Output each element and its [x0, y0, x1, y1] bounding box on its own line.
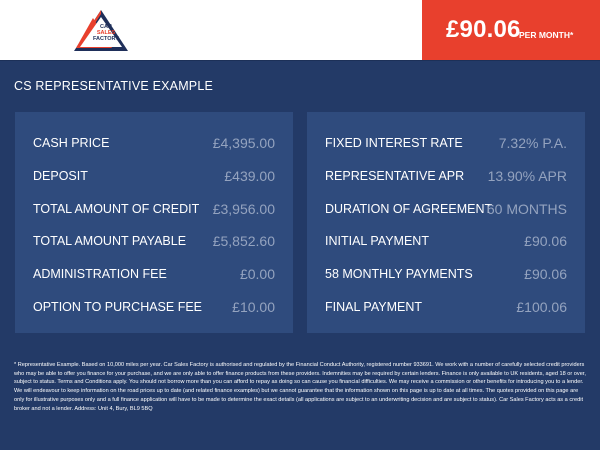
- row-total-amount-payable: [15, 232, 293, 252]
- finance-panel-left: [15, 112, 293, 333]
- logo-wordmark: [88, 24, 124, 42]
- row-value: £4,395.00: [212, 135, 275, 151]
- row-value: 60 MONTHS: [486, 201, 567, 217]
- row-label: REPRESENTATIVE APR: [325, 169, 465, 183]
- row-value: £90.06: [524, 266, 567, 282]
- row-value: £100.06: [516, 299, 567, 315]
- row-label: CASH PRICE: [33, 136, 110, 150]
- row-administration-fee: [15, 265, 293, 285]
- row-value: £3,956.00: [212, 201, 275, 217]
- row-value: £0.00: [239, 266, 275, 282]
- row-representative-apr: [307, 167, 585, 187]
- row-label: FINAL PAYMENT: [325, 300, 423, 314]
- logo-line-1: CAR: [100, 24, 112, 30]
- logo-line-3: FACTORY: [93, 36, 119, 42]
- row-label: OPTION TO PURCHASE FEE: [33, 300, 203, 314]
- row-label: DURATION OF AGREEMENT: [325, 202, 493, 216]
- top-header-bar: [0, 0, 600, 60]
- row-total-amount-of-credit: [15, 200, 293, 220]
- row-value: 13.90% APR: [487, 168, 567, 184]
- monthly-price-banner: [422, 0, 600, 60]
- row-option-to-purchase-fee: [15, 298, 293, 318]
- row-monthly-payments: [307, 265, 585, 285]
- row-final-payment: [307, 298, 585, 318]
- row-label: DEPOSIT: [33, 169, 88, 183]
- monthly-price-suffix: PER MONTH*: [519, 30, 574, 40]
- row-label: FIXED INTEREST RATE: [325, 136, 463, 150]
- logo-line-2: SALES: [96, 30, 116, 36]
- row-label: INITIAL PAYMENT: [325, 234, 429, 248]
- row-cash-price: [15, 134, 293, 154]
- section-title: CS REPRESENTATIVE EXAMPLE: [14, 79, 214, 93]
- row-label: ADMINISTRATION FEE: [33, 267, 167, 281]
- row-duration-of-agreement: [307, 200, 585, 220]
- row-value: 7.32% P.A.: [498, 135, 567, 151]
- row-deposit: [15, 167, 293, 187]
- header-divider: [0, 60, 600, 61]
- row-value: £5,852.60: [212, 233, 275, 249]
- finance-panel-right: [307, 112, 585, 333]
- monthly-price-amount: £90.06: [446, 16, 521, 43]
- row-fixed-interest-rate: [307, 134, 585, 154]
- row-value: £439.00: [224, 168, 275, 184]
- finance-disclaimer: * Representative Example. Based on 10,000 miles per year. Car Sales Factory is authorised and regulated by the Financial Conduct Authority, registered number 933691. We work with a number of carefully selected credit providers who may be able to offer you finance for your purchase, and we are only able to offer finance products from these providers. Indemnities may be required by certain lenders. Finance is only available to UK residents, aged 18 or over, subject to status. Terms and Conditions apply. You should not borrow more than you can afford to repay as doing so can cause you financial difficulties. We may receive a commission or other benefits for introducing you to a lender. We will endeavour to keep information on the road prices up to date (and related finance examples) but we cannot guarantee that the information shown on this page is up to date at all times. The quotes provided on this page are only for illustrative purposes only and a full finance application will have to be made to determine the exact details (all applications are subject to an underwriting decision and are subject to status). Car Sales Factory acts as a credit broker and not a lender. Address: Unit 4, Bury, BL9 5BQ: [14, 362, 586, 412]
- row-value: £90.06: [524, 233, 567, 249]
- row-initial-payment: [307, 232, 585, 252]
- row-value: £10.00: [232, 299, 275, 315]
- row-label: TOTAL AMOUNT OF CREDIT: [33, 202, 200, 216]
- row-label: TOTAL AMOUNT PAYABLE: [33, 234, 187, 248]
- row-label: 58 MONTHLY PAYMENTS: [325, 267, 473, 281]
